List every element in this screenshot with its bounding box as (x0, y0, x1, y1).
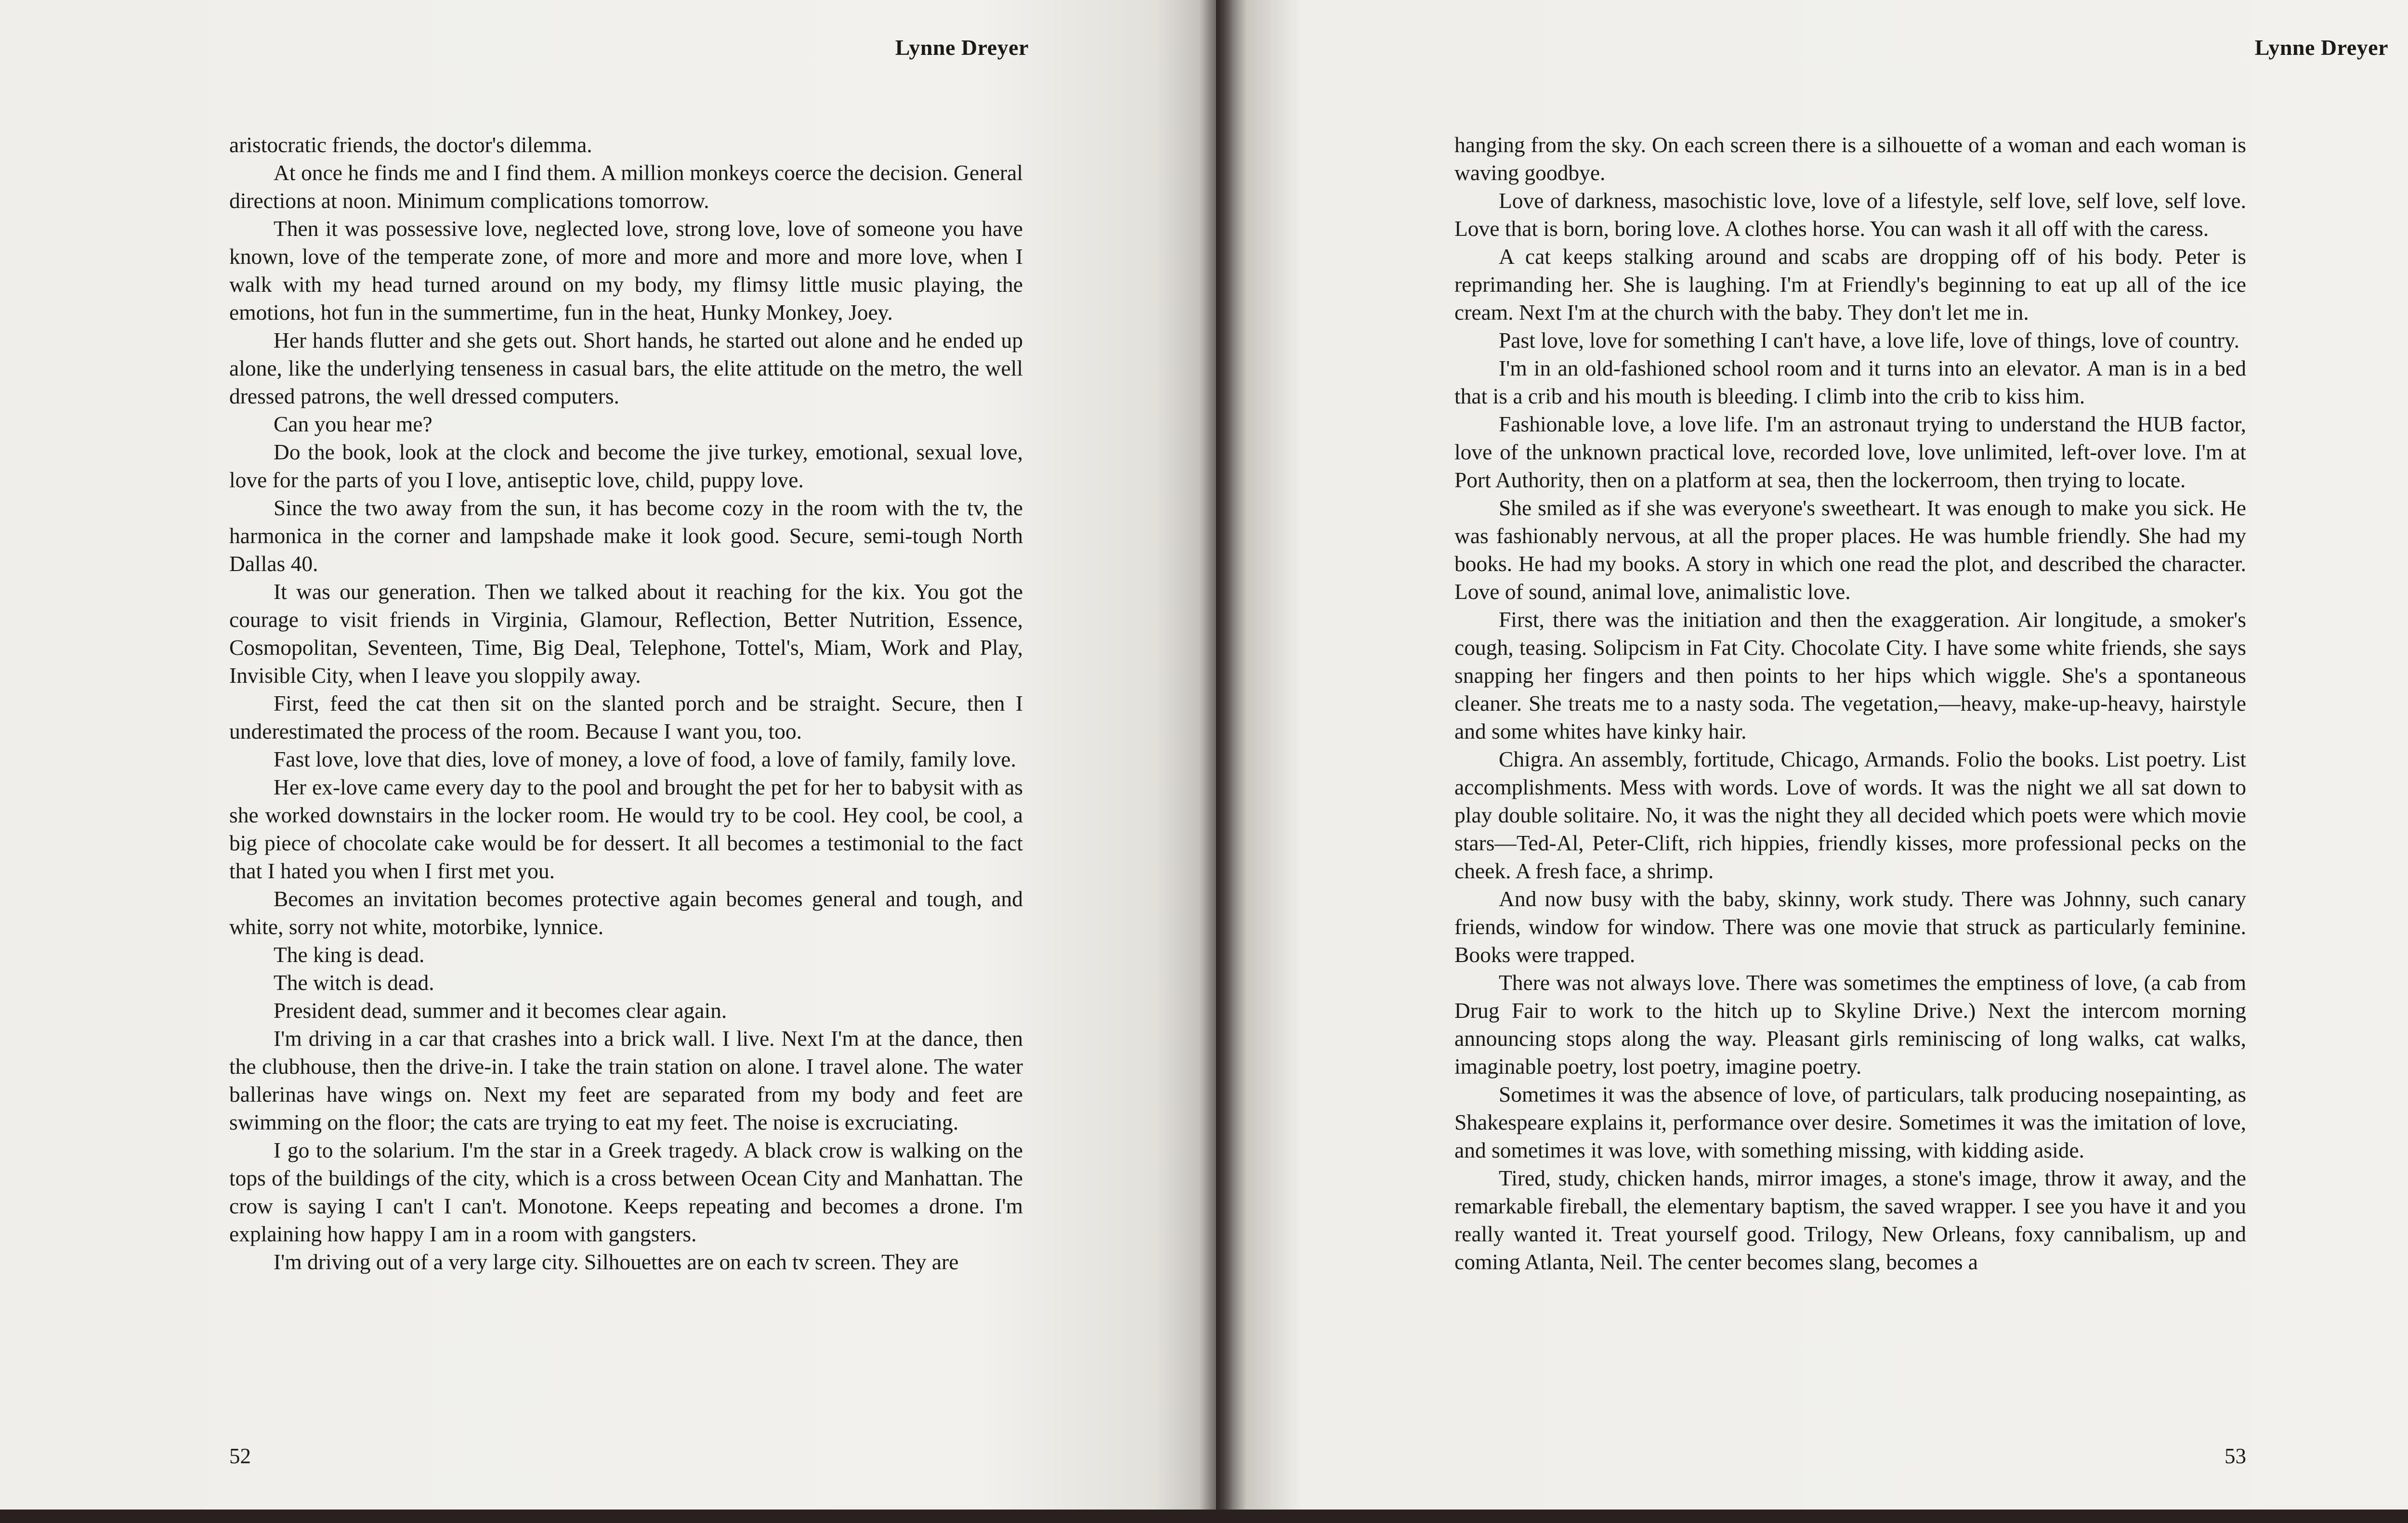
paragraph: A cat keeps stalking around and scabs are dropping off of his body. Peter is reprimanding her. She is laughing. I'm at Friendly's beginning to eat up all of the ice cream. Next I'm at the church with the baby. They don't let me in. (1454, 244, 2246, 325)
paragraph: Love of darkness, masochistic love, love of a lifestyle, self love, self love, self love. Love that is born, boring love. A clothes horse. You can wash it all off with the caress. (1454, 188, 2246, 241)
paragraph: I'm driving out of a very large city. Silhouettes are on each tv screen. They are (274, 1250, 959, 1274)
paragraph: Can you hear me? (274, 412, 432, 436)
paragraph: Past love, love for something I can't have, a love life, love of things, love of country. (1499, 328, 2239, 352)
paragraph: I'm driving in a car that crashes into a brick wall. I live. Next I'm at the dance, then the clubhouse, then the drive-in. I take the train station on alone. I travel alone. The water ballerinas have wings on. Next my feet are separated from my body and feet are swimming on the floor; the cats are trying to eat my feet. The noise is excruciating. (229, 1026, 1023, 1134)
paragraph: Fashionable love, a love life. I'm an astronaut trying to understand the HUB factor, love of the unknown practical love, recorded love, love unlimited, left-over love. I'm at Port Authority, then on a platform at sea, then the lockerroom, then trying to locate. (1454, 412, 2246, 492)
paragraph: I go to the solarium. I'm the star in a Greek tragedy. A black crow is walking on the tops of the buildings of the city, which is a cross between Ocean City and Manhattan. The crow is saying I can't I can't. Monotone. Keeps repeating and becomes a drone. I'm explaining how happy I am in a room with gangsters. (229, 1138, 1023, 1246)
paragraph: Do the book, look at the clock and become the jive turkey, emotional, sexual love, love for the parts of you I love, antiseptic love, child, puppy love. (229, 440, 1023, 492)
paragraph: The witch is dead. (274, 970, 434, 995)
paragraph: Her ex-love came every day to the pool and brought the pet for her to babysit with as she worked downstairs in the locker room. He would try to be cool. Hey cool, be cool, a big piece of chocolate cake would be for dessert. It all becomes a testimonial to the fact that I hated you when I first met you. (229, 775, 1023, 883)
paragraph: Becomes an invitation becomes protective again becomes general and tough, and white, sorry not white, motorbike, lynnice. (229, 886, 1023, 939)
paragraph: Her hands flutter and she gets out. Short hands, he started out alone and he ended up alone, like the underlying tenseness in casual bars, the elite attitude on the metro, the well dressed patrons, the well dressed computers. (229, 328, 1023, 408)
paragraph: First, feed the cat then sit on the slanted porch and be straight. Secure, then I underestimated the process of the room. Because I want you, too. (229, 691, 1023, 743)
book-gutter-shadow (1199, 0, 1233, 1523)
paragraph: Since the two away from the sun, it has become cozy in the room with the tv, the harmonica in the corner and lampshade make it look good. Secure, semi-tough North Dallas 40. (229, 495, 1023, 576)
page-bottom-edge (0, 1510, 2408, 1523)
paragraph: She smiled as if she was everyone's sweetheart. It was enough to make you sick. He was fashionably nervous, at all the proper places. He was humble friendly. She had my books. He had my books. A story in which one read the plot, and described the character. Love of sound, animal love, animalistic love. (1454, 495, 2246, 604)
paragraph: Tired, study, chicken hands, mirror images, a stone's image, throw it away, and the remarkable fireball, the elementary baptism, the saved wrapper. I see you have it and you really wanted it. Treat yourself good. Trilogy, New Orleans, foxy cannibalism, up and coming Atlanta, Neil. The center becomes slang, becomes a (1454, 1166, 2246, 1274)
body-text (1454, 131, 2246, 1276)
body-text (229, 131, 1023, 1276)
paragraph: First, there was the initiation and then the exaggeration. Air longitude, a smoker's cough, teasing. Solipcism in Fat City. Chocolate City. I have some white friends, she says snapping her fingers and then points to her hips which wiggle. She's a spontaneous cleaner. She treats me to a nasty soda. The vegetation,—heavy, make-up-heavy, hairstyle and some whites have kinky hair. (1454, 607, 2246, 743)
paragraph: There was not always love. There was sometimes the emptiness of love, (a cab from Drug Fair to work to the hitch up to Skyline Drive.) Next the intercom morning announcing stops along the way. Pleasant girls reminiscing of long walks, cat walks, imaginable poetry, lost poetry, imagine poetry. (1454, 970, 2246, 1079)
paragraph: It was our generation. Then we talked about it reaching for the kix. You got the courage to visit friends in Virginia, Glamour, Reflection, Better Nutrition, Essence, Cosmopolitan, Seventeen, Time, Big Deal, Telephone, Tottel's, Miam, Work and Play, Invisible City, when I leave you sloppily away. (229, 579, 1023, 688)
paragraph: And now busy with the baby, skinny, work study. There was Johnny, such canary friends, window for window. There was one movie that struck as particularly feminine. Books were trapped. (1454, 886, 2246, 967)
page-number: 52 (229, 1444, 251, 1468)
paragraph: At once he finds me and I find them. A million monkeys coerce the decision. General directions at noon. Minimum complications tomorrow. (229, 160, 1023, 213)
paragraph: The king is dead. (274, 942, 425, 967)
paragraph: President dead, summer and it becomes clear again. (274, 998, 727, 1023)
paragraph: Sometimes it was the absence of love, of particulars, talk producing nosepainting, as Shakespeare explains it, performance over desire. Sometimes it was the imitation of love, and sometimes it was love, with something missing, with kidding aside. (1454, 1082, 2246, 1162)
running-header: Lynne Dreyer (895, 35, 1029, 60)
paragraph: aristocratic friends, the doctor's dilemma. (229, 132, 592, 157)
running-header: Lynne Dreyer (2254, 35, 2388, 60)
paragraph: hanging from the sky. On each screen there is a silhouette of a woman and each woman is waving goodbye. (1454, 132, 2246, 185)
right-page (1216, 0, 2408, 1523)
paragraph: Fast love, love that dies, love of money, a love of food, a love of family, family love. (274, 747, 1016, 771)
paragraph: I'm in an old-fashioned school room and it turns into an elevator. A man is in a bed that is a crib and his mouth is bleeding. I climb into the crib to kiss him. (1454, 356, 2246, 408)
paragraph: Then it was possessive love, neglected love, strong love, love of someone you have known, love of the temperate zone, of more and more and more and more love, when I walk with my head turned around on my body, my flimsy little music playing, the emotions, hot fun in the summertime, fun in the heat, Hunky Monkey, Joey. (229, 216, 1023, 325)
paragraph: Chigra. An assembly, fortitude, Chicago, Armands. Folio the books. List poetry. List accomplishments. Mess with words. Love of words. It was the night we all sat down to play double solitaire. No, it was the night they all decided which poets were which movie stars—Ted-Al, Peter-Clift, rich hippies, friendly kisses, more professional pecks on the cheek. A fresh face, a shrimp. (1454, 747, 2246, 883)
page-number: 53 (2225, 1444, 2246, 1468)
